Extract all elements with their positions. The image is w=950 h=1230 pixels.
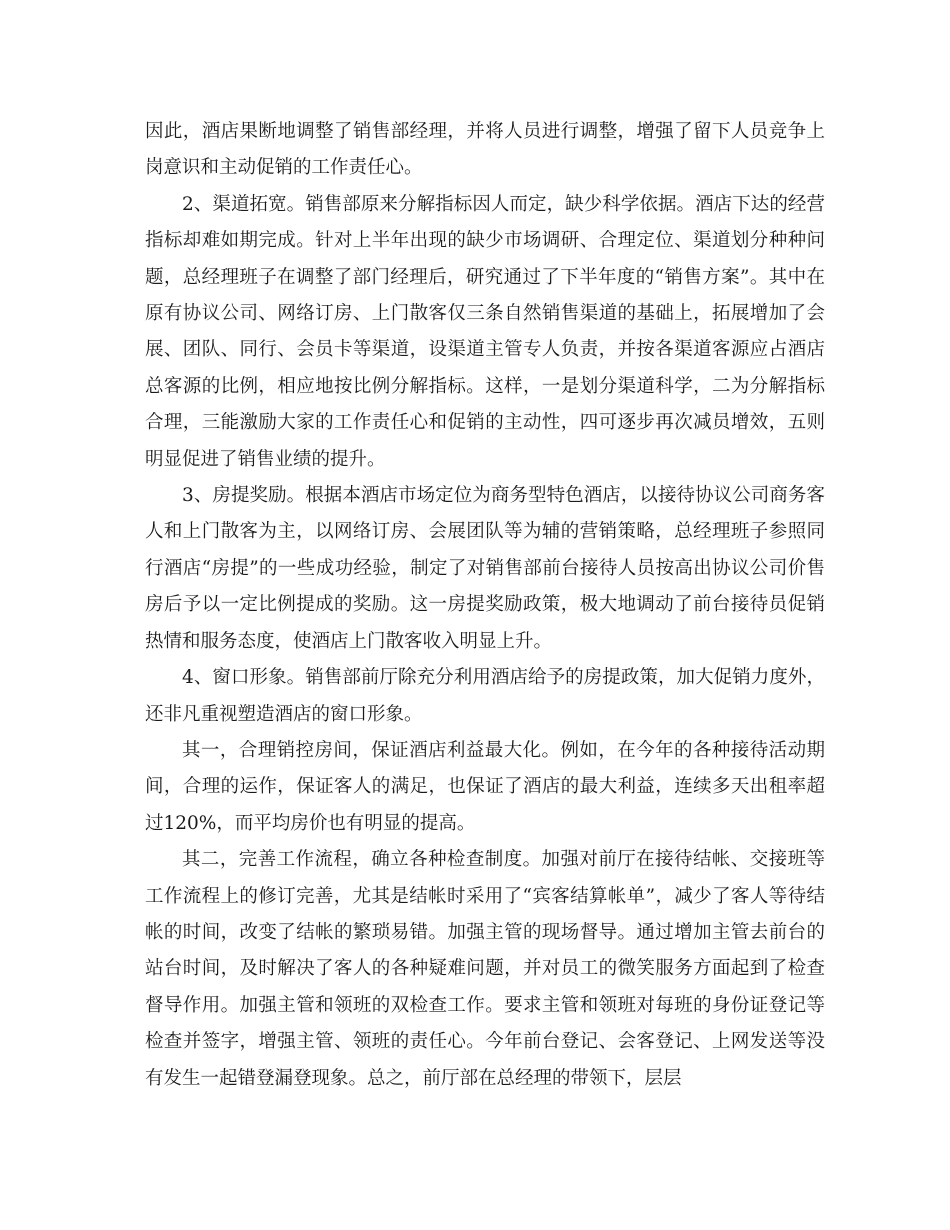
document-body [145, 114, 825, 1097]
paragraph-6: 其二，完善工作流程，确立各种检查制度。加强对前厅在接待结帐、交接班等工作流程上的修订完善，尤其是结帐时采用了“宾客结算帐单”，减少了客人等待结帐的时间，改变了结帐的繁琐易错。加强主管的现场督导。通过增加主管去前台的站台时间，及时解决了客人的各种疑难问题，并对员工的微笑服务方面起到了检查督导作用。加强主管和领班的双检查工作。要求主管和领班对每班的身份证登记等检查并签字，增强主管、领班的责任心。今年前台登记、会客登记、上网发送等没有发生一起错登漏登现象。总之，前厅部在总经理的带领下，层层 [145, 849, 825, 1089]
paragraph-1: 因此，酒店果断地调整了销售部经理，并将人员进行调整，增强了留下人员竞争上岗意识和主动促销的工作责任心。 [145, 121, 825, 179]
paragraph-3: 3、房提奖励。根据本酒店市场定位为商务型特色酒店，以接待协议公司商务客人和上门散客为主，以网络订房、会展团队等为辅的营销策略，总经理班子参照同行酒店“房提”的一些成功经验，制定了对销售部前台接待人员按高出协议公司价售房后予以一定比例提成的奖励。这一房提奖励政策，极大地调动了前台接待员促销热情和服务态度，使酒店上门散客收入明显上升。 [145, 485, 825, 652]
paragraph-5: 其一，合理销控房间，保证酒店利益最大化。例如，在今年的各种接待活动期间，合理的运作，保证客人的满足，也保证了酒店的最大利益，连续多天出租率超过120%，而平均房价也有明显的提高。 [145, 739, 825, 834]
paragraph-2: 2、渠道拓宽。销售部原来分解指标因人而定，缺少科学依据。酒店下达的经营指标却难如期完成。针对上半年出现的缺少市场调研、合理定位、渠道划分种种问题，总经理班子在调整了部门经理后，研究通过了下半年度的“销售方案”。其中在原有协议公司、网络订房、上门散客仅三条自然销售渠道的基础上，拓展增加了会展、团队、同行、会员卡等渠道，设渠道主管专人负责，并按各渠道客源应占酒店总客源的比例，相应地按比例分解指标。这样，一是划分渠道科学，二为分解指标合理，三能激励大家的工作责任心和促销的主动性，四可逐步再次减员增效，五则明显促进了销售业绩的提升。 [145, 193, 825, 470]
paragraph-4: 4、窗口形象。销售部前厅除充分利用酒店给予的房提政策，加大促销力度外，还非凡重视塑造酒店的窗口形象。 [145, 667, 825, 725]
